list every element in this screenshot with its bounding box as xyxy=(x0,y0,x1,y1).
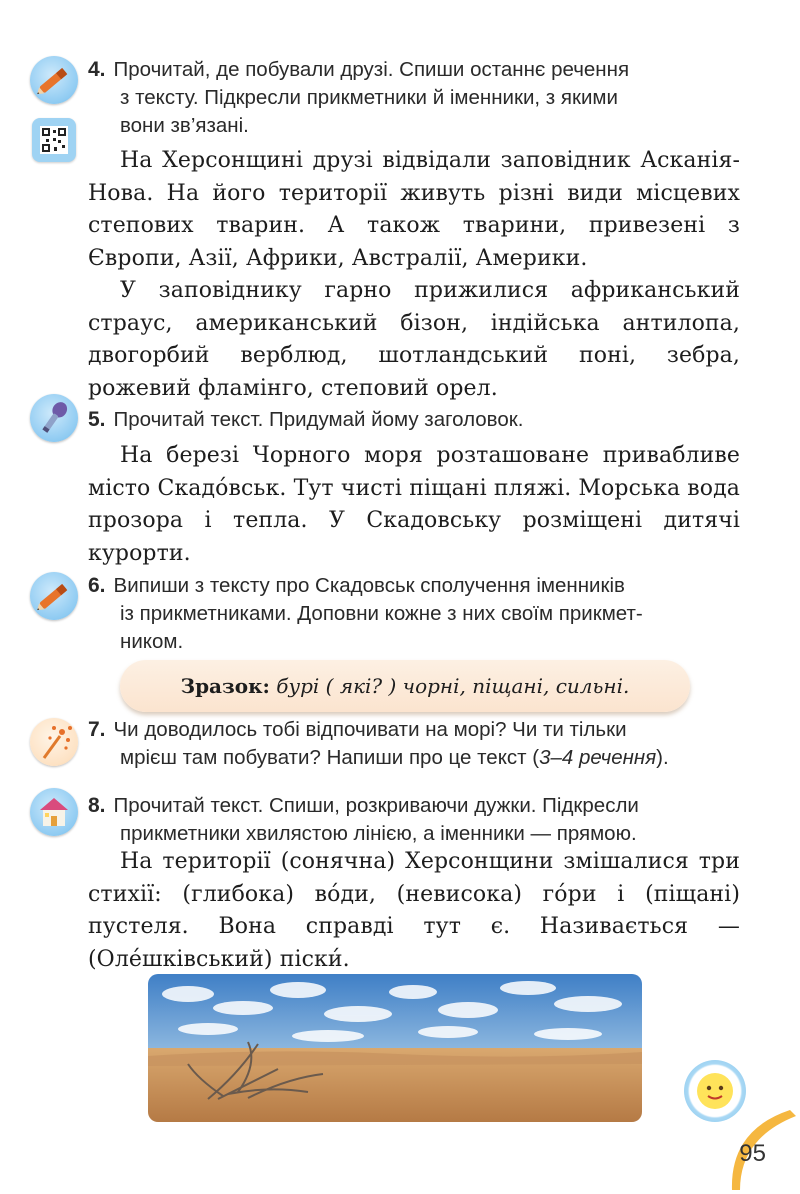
sample-box xyxy=(120,660,690,712)
task-number: 8. xyxy=(88,794,106,817)
task-8-instruction: 8. Прочитай текст. Спиши, розкриваючи дужки. Підкресли прикметники хвилястою лінією, а іменники — прямою. xyxy=(88,794,639,845)
task-5-instruction: 5. Прочитай текст. Придумай йому заголовок. xyxy=(88,408,524,431)
pen-icon xyxy=(30,56,78,104)
task-6-instruction: 6. Випиши з тексту про Скадовськ сполучення іменників із прикметниками. Доповни кожне з них своїм прикмет- ником. xyxy=(88,574,643,653)
house-icon xyxy=(30,788,78,836)
task-4-text xyxy=(88,145,740,405)
paragraph: На Херсонщині друзі відвідали заповідник Асканія-Нова. На його території живуть різні види місцевих степових тварин. А також тварини, привезені з Європи, Азії, Африки, Австралії, Америки. xyxy=(88,148,740,271)
paragraph: У заповіднику гарно прижилися африканський страус, американський бізон, індійська антилопа, двогорбий верблюд, шотландський поні, зебра, рожевий фламінго, степовий орел. xyxy=(88,278,740,401)
sample-text: бурі ( які? ) чорні, піщані, сильні. xyxy=(276,674,630,698)
microphone-icon xyxy=(30,394,78,442)
oleshky-sands-photo xyxy=(148,974,642,1122)
magic-wand-icon xyxy=(30,718,78,766)
task-number: 7. xyxy=(88,718,106,741)
task-8-text xyxy=(88,846,740,976)
pen-icon xyxy=(30,572,78,620)
task-number: 4. xyxy=(88,58,106,81)
task-7-instruction: 7. Чи доводилось тобі відпочивати на морі? Чи ти тільки мрієш там побувати? Напиши про це текст (3–4 речення). xyxy=(88,718,669,769)
task-number: 6. xyxy=(88,574,106,597)
paragraph: На березі Чорного моря розташоване привабливе місто Скадо́вськ. Тут чисті піщані пляжі. Морська вода прозора і тепла. У Скадовську розміщені дитячі курорти. xyxy=(88,443,740,566)
task-number: 5. xyxy=(88,408,106,431)
page-number: 95 xyxy=(739,1140,766,1167)
qr-code-icon[interactable] xyxy=(32,118,76,162)
task-4-instruction: 4. Прочитай, де побували друзі. Спиши останнє речення з тексту. Підкресли прикметники й іменники, з якими вони зв’язані. xyxy=(88,58,630,137)
sample-label: Зразок: xyxy=(180,674,270,698)
paragraph: На території (сонячна) Херсонщини змішалися три стихії: (глибока) во́ди, (невисока) го́ри і (піщані) пустеля. Вона справді тут є. Називається — (Оле́шківський) піски́. xyxy=(88,849,740,972)
task-5-text xyxy=(88,440,740,570)
